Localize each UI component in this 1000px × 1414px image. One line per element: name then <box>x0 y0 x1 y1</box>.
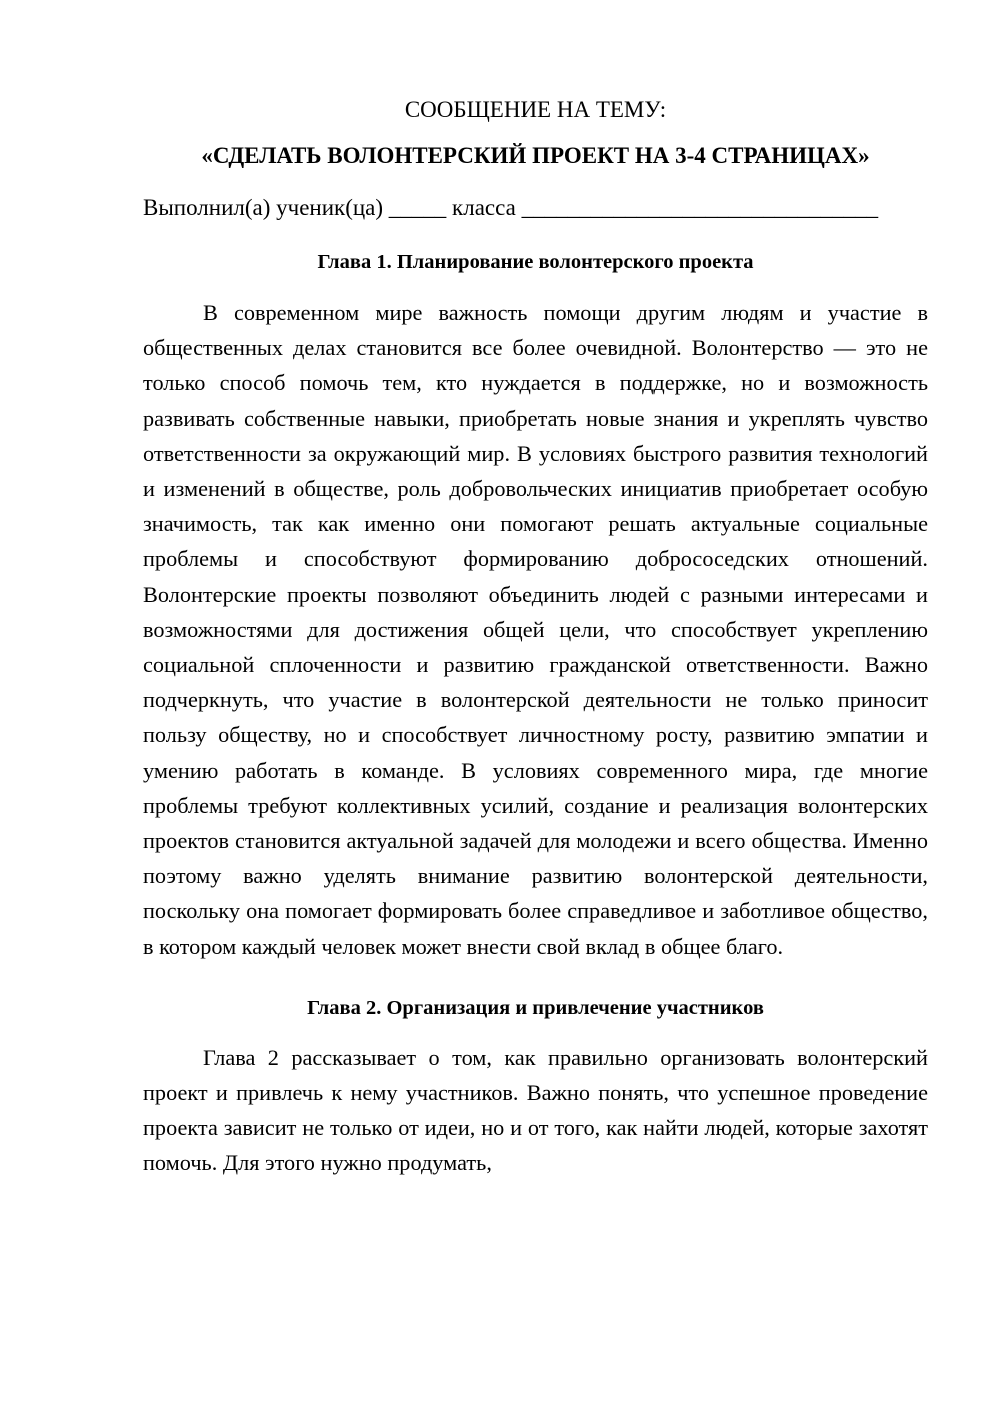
document-page <box>143 92 928 1181</box>
chapter-2-heading: Глава 2. Организация и привлечение участников <box>307 996 764 1019</box>
document-title-top: СООБЩЕНИЕ НА ТЕМУ: <box>404 97 667 122</box>
document-title-main: «СДЕЛАТЬ ВОЛОНТЕРСКИЙ ПРОЕКТ НА 3-4 СТРАНИЦАХ» <box>201 143 870 168</box>
chapter-1-heading: Глава 1. Планирование волонтерского проекта <box>317 251 754 273</box>
chapter-1-paragraph: В современном мире важность помощи другим людям и участие в общественных делах становится все более очевидной. Волонтерство — это не только способ помочь тем, кто нуждается в поддержке, но и возможность развивать собственные навыки, приобретать новые знания и укреплять чувство ответственности за окружающий мир. В условиях быстрого развития технологий и изменений в обществе, роль добровольческих инициатив приобретает особую значимость, так как именно они помогают решать актуальные социальные проблемы и способствуют формированию добрососедских отношений. Волонтерские проекты позволяют объединить людей с разными интересами и возможностями для достижения общей цели, что способствует укреплению социальной сплоченности и развитию гражданской ответственности. Важно подчеркнуть, что участие в волонтерской деятельности не только приносит пользу обществу, но и способствует личностному росту, развитию эмпатии и умению работать в команде. В условиях современного мира, где многие проблемы требуют коллективных усилий, создание и реализация волонтерских проектов становится актуальной задачей для молодежи и всего общества. Именно поэтому важно уделять внимание развитию волонтерской деятельности, поскольку она помогает формировать более справедливое и заботливое общество, в котором каждый человек может внести свой вклад в общее благо. <box>143 300 928 959</box>
author-byline: Выполнил(а) ученик(ца) _____ класса _______________________________ <box>143 195 879 220</box>
chapter-2-paragraph: Глава 2 рассказывает о том, как правильно организовать волонтерский проект и привлечь к нему участников. Важно понять, что успешное проведение проекта зависит не только от идеи, но и от того, как найти людей, которые захотят помочь. Для этого нужно продумать, <box>143 1044 928 1176</box>
